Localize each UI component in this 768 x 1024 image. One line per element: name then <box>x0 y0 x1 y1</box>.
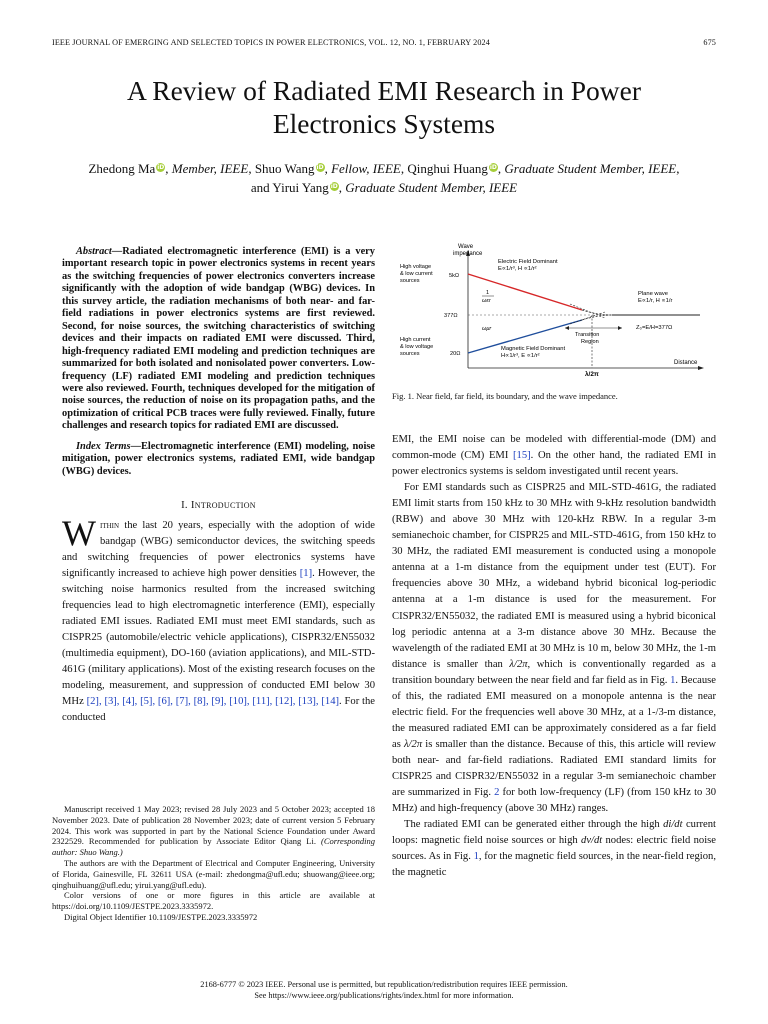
hc-label: sources <box>400 351 420 357</box>
bracket-right-arrow-icon <box>618 326 622 330</box>
copyright-notice <box>52 979 716 1001</box>
y-axis-label: Wave <box>458 244 474 250</box>
intro-paragraph <box>62 513 375 726</box>
text-run: Manuscript received 1 May 2023; revised 28 July 2023 and 5 October 2023; accepted 18 November 2023. Date of publication 28 November 2023; date of current version 5 February 2024. This work was supported in part by the National Science Foundation under Award 2322529. Recommended for publication by Associate Editor Qiang Li. <box>52 804 375 847</box>
math-inline: λ/2π <box>509 658 528 670</box>
omega-e-num: 1 <box>486 290 490 296</box>
distance-label: Distance <box>674 360 698 366</box>
x-axis-arrow-icon <box>698 366 704 370</box>
paper-title <box>52 74 716 140</box>
figure-caption: Fig. 1. Near field, far field, its boundary, and the wave impedance. <box>392 391 618 401</box>
citation-link[interactable]: [2], [3], [4], [5], [6], [7], [8], [9], [10], [11], [12], [13], [14] <box>86 696 340 708</box>
hv-label: & low current <box>400 271 433 277</box>
author-role: Fellow, IEEE <box>331 161 401 176</box>
paragraph <box>392 480 716 817</box>
orcid-icon[interactable]: iD <box>157 164 165 171</box>
right-column <box>392 432 716 881</box>
text-run: For EMI standards such as CISPR25 and MIL-STD-461G, the radiated EMI limit starts from 150 kHz to 30 MHz with 9-kHz resolution bandwidth (RBW) and above 30 MHz with 120-kHz RBW. In a regular 3-m semianechoic chamber, for CISPR25 and MIL-STD-461G, from 150 kHz to 30 MHz, the radiated EMI measurement is conducted using a monopole antenna at a 1-m distance from the equipment under test (EUT). For frequencies above 30 MHz, a wideband hybrid biconical log-periodic antenna at a 1-m distance is used for the measurement. For CISPR32/EN55032, the radiated EMI is measured using a hybrid biconical log periodic antenna at a 3-m distance above 30 MHz. Because the wavelength of the radiated EMI at 30 MHz is 10 m, below 30 MHz, the 1-m distance is smaller than <box>392 482 716 670</box>
footnote-affiliation: The authors are with the Department of Electrical and Computer Engineering, University of Florida, Gainesville, FL 32611 USA (e-mail: zhedongma@ufl.edu; shuowang@ieee.org; qinghuihuang@ufl.edu; yirui.yang@ufl.edu). <box>52 857 375 890</box>
orcid-icon[interactable]: iD <box>330 183 338 190</box>
drop-cap: W <box>62 513 96 554</box>
orcid-icon[interactable]: iD <box>316 164 324 171</box>
tick-5k: 5kΩ <box>449 273 460 279</box>
author-role: Member, IEEE <box>171 161 249 176</box>
e-dominant-label: Electric Field Dominant <box>498 259 558 265</box>
abstract-text: Radiated electromagnetic interference (EMI) is a very important research topic in power electronics systems in recent years as the switching frequencies of power electronics converters increase significantly with the adoption of wide bandgap (WBG) devices. In this survey article, the radiation mechanisms of both near- and far-field radiations in power electronics systems are first reviewed. Second, for noise sources, the switching characteristics of switching devices and their impacts on radiated EMI were discussed. Third, high-frequency radiated EMI modeling and prediction techniques are summarized for both isolated and nonisolated power converters. Low-frequency (LF) radiated EMI modeling and prediction techniques were also reviewed. Fourth, techniques developed for the mitigation of noise sources, the reduction of noise on its propagation paths, and the optimization of critical PCB traces were fully reviewed. Finally, future challenges and research topics for radiated EMI are discussed. <box>62 246 375 432</box>
author-role: Graduate Student Member, IEEE <box>345 180 518 195</box>
authors-line-2: and Yirui Yang iD, Graduate Student Member, IEEE <box>250 180 518 195</box>
citation-link[interactable]: [1] <box>299 568 313 580</box>
title-line-2: Electronics Systems <box>272 108 496 139</box>
wave-impedance-diagram <box>400 240 708 380</box>
author-name: Zhedong Ma <box>88 161 156 176</box>
authors-line-1: Zhedong Ma iD, Member, IEEE, Shuo Wang iD, Fellow, IEEE, Qinghui Huang iD, Graduate Student Member, IEEE, <box>88 161 680 176</box>
text-run: . For the conducted <box>62 696 375 724</box>
hc-label: High current <box>400 337 431 343</box>
left-column <box>62 246 375 726</box>
author-list <box>52 159 716 197</box>
footnote-manuscript <box>52 804 375 858</box>
citation-link[interactable]: [15] <box>513 450 531 462</box>
text-run: for both low-frequency (LF) (from 150 kHz to 30 MHz) and high-frequency (above 30 MHz) ranges. <box>392 787 717 815</box>
text-run: . However, the switching noise harmonics resulted from the increased switching frequencies lead to high electromagnetic interference (EMI), especially radiated EMI issues. Radiated EMI must meet EMI standards, such as CISPR25 (automobile/electric vehicle applications), CISPR32/EN55032 (multimedia equipment), DO-160 (aviation applications), and MIL-STD-461G (military applications). Most of the existing research focuses on the modeling, measurement, and suppression of conducted EMI below 30 MHz <box>62 568 375 708</box>
hv-label: sources <box>400 278 420 284</box>
footnote-doi: Digital Object Identifier 10.1109/JESTPE.2023.3335972 <box>64 911 258 922</box>
text-run: . Because of this, the radiated EMI measured on a monopole antenna is the near electric field. For the frequencies well above 30 MHz, at a 1-/3-m distance, the measured radiated EMI can be approximately considered as a far field as <box>392 674 717 750</box>
running-head <box>52 38 716 52</box>
text-run: nodes: electric field noise sources. As in Fig. <box>392 835 716 863</box>
lambda-label: λ/2π <box>585 371 599 378</box>
index-terms: Index Terms—Electromagnetic interference (EMI) modeling, noise mitigation, power electronics systems, radiated EMI, wide bandgap (WBG) devices. <box>62 440 375 477</box>
page-number: 675 <box>703 38 716 47</box>
abstract-label: Abstract <box>76 246 112 257</box>
bracket-left-arrow-icon <box>565 326 569 330</box>
tick-20: 20Ω <box>450 351 461 357</box>
abstract: Abstract—Radiated electromagnetic interference (EMI) is a very important research topic in power electronics systems in recent years as the switching frequencies of power electronics converters increase significantly with the adoption of wide bandgap (WBG) devices. In this survey article, the radiation mechanisms of both near- and far-field radiations in power electronics systems are first reviewed. Second, for noise sources, the switching characteristics of switching devices and their impacts on radiated EMI were discussed. Third, high-frequency radiated EMI modeling and prediction techniques are summarized for both isolated and nonisolated power converters. Low-frequency (LF) radiated EMI modeling and prediction techniques were also reviewed. Fourth, techniques developed for the mitigation of noise sources, the reduction of noise on its propagation paths, and the optimization of critical PCB traces were fully reviewed. Finally, future challenges and research topics for radiated EMI are discussed. <box>62 246 375 432</box>
text-run: The radiated EMI can be generated either through the high <box>404 819 664 831</box>
author-name: and Yirui Yang <box>250 180 329 195</box>
orcid-icon[interactable]: iD <box>489 164 497 171</box>
h-dominant-formula: H∝1/r³, E ∝1/r² <box>501 353 540 359</box>
index-terms-text: Electromagnetic interference (EMI) modeling, noise mitigation, power electronics systems, radiated EMI, wide bandgap (WBG) devices. <box>62 440 375 477</box>
title-line-1: A Review of Radiated EMI Research in Power <box>127 75 641 106</box>
tick-377: 377Ω <box>444 313 458 319</box>
journal-name: IEEE JOURNAL OF EMERGING AND SELECTED TOPICS IN POWER ELECTRONICS, VOL. 12, NO. 1, FEBRUARY 2024 <box>52 38 490 47</box>
footnote-color: Color versions of one or more figures in this article are available at https://doi.org/10.1109/JESTPE.2023.3335972. <box>52 890 375 912</box>
author-name: Qinghui Huang <box>407 161 488 176</box>
author-name: Shuo Wang <box>254 161 315 176</box>
section-numeral: I. <box>181 500 188 512</box>
plane-wave-formula: E∝1/r, H ∝1/r <box>638 298 673 304</box>
e-dominant-formula: E∝1/r³, H ∝1/r² <box>498 266 537 272</box>
transition-label: Region <box>581 339 599 345</box>
figure-link[interactable]: 1 <box>670 674 676 686</box>
paragraph <box>392 817 716 881</box>
text-run: , which is conventionally regarded as a transition boundary between the near field and far field as in Fig. <box>392 658 716 686</box>
math-inline: dv/dt <box>581 835 603 847</box>
figure-link[interactable]: 1 <box>473 851 479 863</box>
text-run: EMI, the EMI noise can be modeled with differential-mode (DM) and common-mode (CM) EMI <box>392 434 716 462</box>
plane-wave-label: Plane wave <box>638 291 668 297</box>
copyright-line: 2168-6777 © 2023 IEEE. Personal use is permitted, but republication/redistribution requires IEEE permission. <box>200 980 568 989</box>
omega-e-den: ωεr <box>482 298 491 304</box>
hv-label: High voltage <box>400 264 432 270</box>
math-inline: di/dt <box>663 819 683 831</box>
rights-line: See https://www.ieee.org/publications/rights/index.html for more information. <box>254 991 514 1000</box>
y-axis-label: impedance <box>453 251 483 257</box>
math-inline: λ/2π <box>404 738 423 750</box>
first-word: ithin <box>99 520 120 532</box>
author-role: Graduate Student Member, IEEE <box>504 161 677 176</box>
text-run: current loops: magnetic field noise sources or high <box>392 819 716 847</box>
text-run: is smaller than the distance. Because of this, this article will review both near- and far-field radiations. Radiated EMI standard limits for CISPR25 and CISPR32/EN55032 in a regular 3-m semianechoic chamber are summarized in Fig. <box>392 738 716 799</box>
section-heading <box>62 499 375 511</box>
text-run: the last 20 years, especially with the adoption of wide bandgap (WBG) semiconductor devices, the switching speeds and switching frequencies of power electronics systems have significantly increased to achieve high power densities <box>62 520 375 580</box>
z0-label: Z₀=E/H=377Ω <box>636 325 673 331</box>
h-dominant-label: Magnetic Field Dominant <box>501 346 566 352</box>
figure-1 <box>400 240 708 380</box>
footnotes <box>52 804 375 923</box>
hc-label: & low voltage <box>400 344 434 350</box>
section-title: Introduction <box>190 499 256 512</box>
magnetic-transition-curve <box>582 315 612 320</box>
corresponding-author: (Corresponding author: Shuo Wang.) <box>52 836 375 858</box>
index-terms-label: Index Terms <box>76 440 131 452</box>
figure-link[interactable]: 2 <box>494 787 500 799</box>
transition-label: Transition <box>575 332 600 338</box>
text-run: . On the other hand, the radiated EMI in power electronics systems is seldom investigated until recent years. <box>392 450 716 478</box>
paragraph <box>392 432 716 480</box>
text-run: , for the magnetic field sources, in the near-field region, the magnetic <box>392 851 716 879</box>
omega-mu-label: ωμr <box>482 326 492 332</box>
